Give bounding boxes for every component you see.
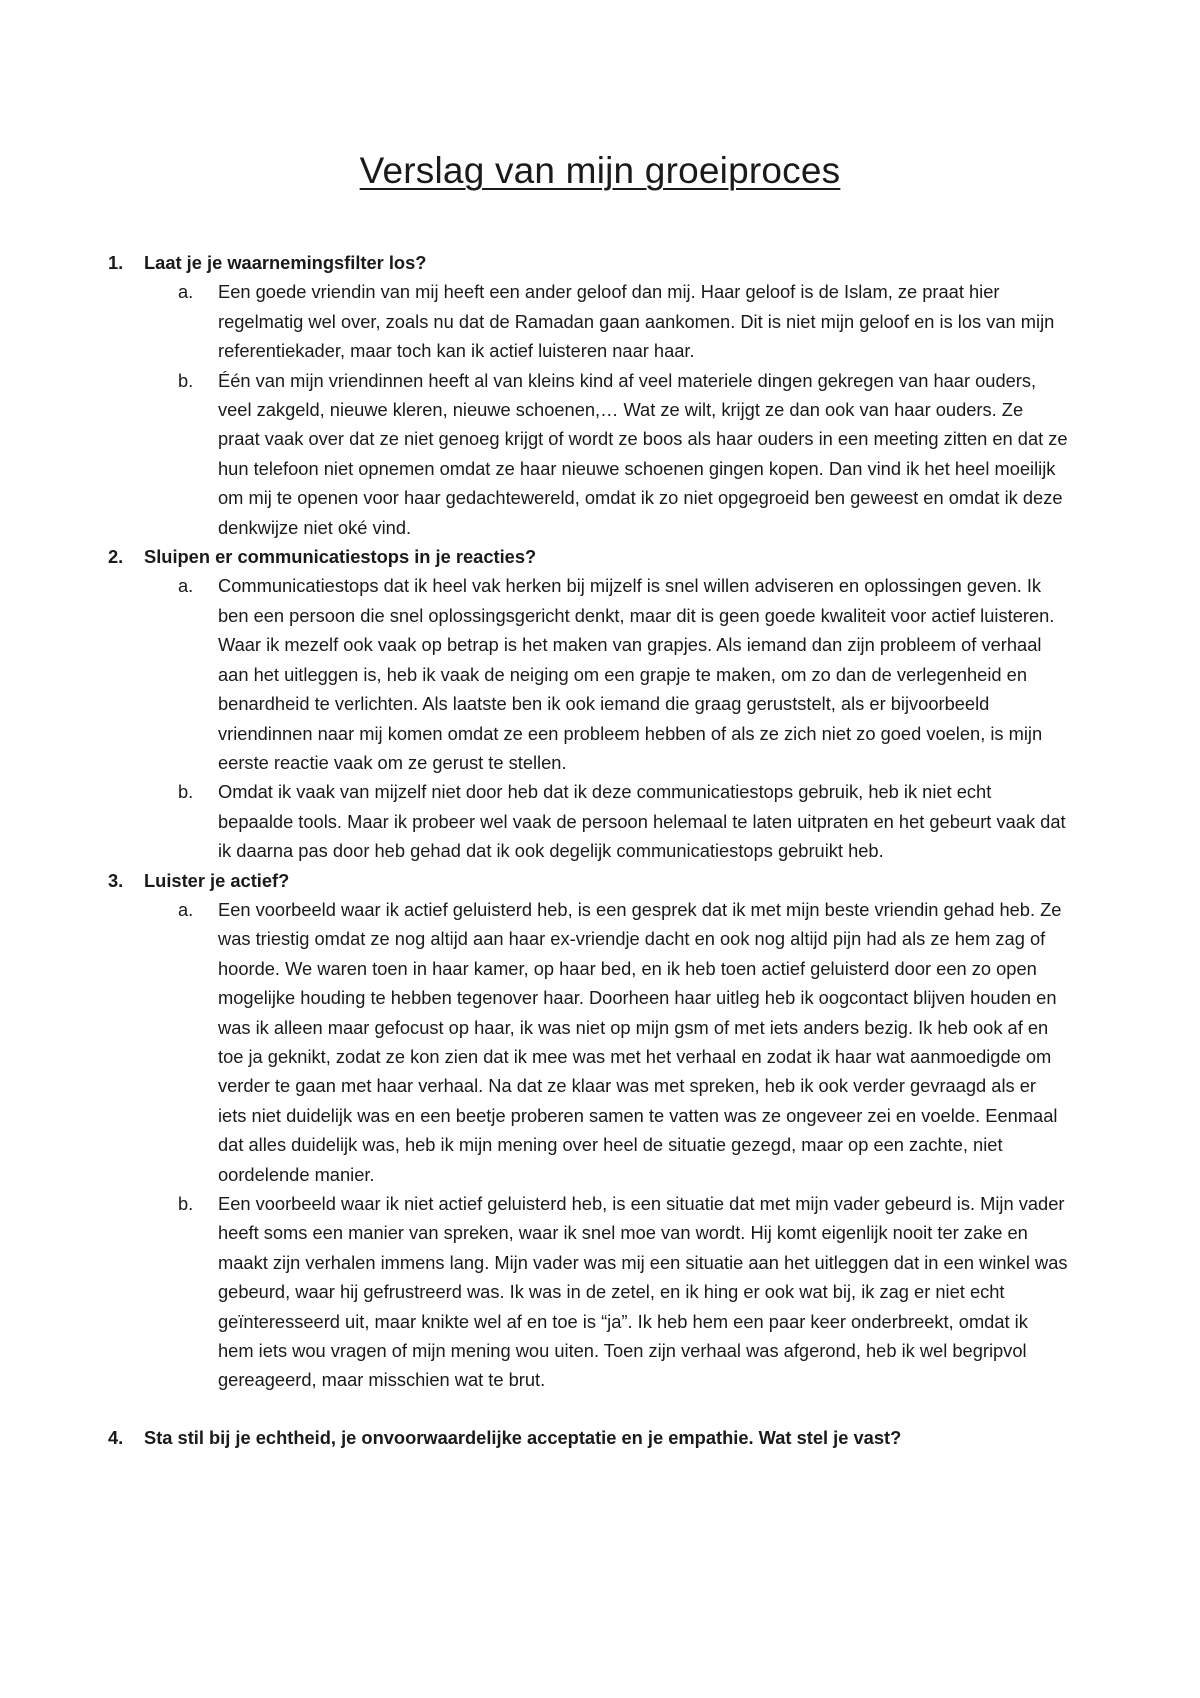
question-text: Sluipen er communicatiestops in je reacties?: [144, 546, 537, 568]
document-body: [108, 248, 1068, 1452]
answer-letter: a.: [178, 898, 194, 920]
question-4: [108, 1423, 1068, 1452]
answer-text: Een goede vriendin van mij heeft een ander geloof dan mij. Haar geloof is de Islam, ze praat hier regelmatig wel over, zoals nu dat de Ramadan gaan aankomen. Dit is niet mijn geloof en is los van mijn referentiekader, maar toch kan ik actief luisteren naar haar.: [218, 281, 1055, 362]
question-number: 3.: [108, 869, 124, 891]
document-title: Verslag van mijn groeiproces: [359, 150, 841, 191]
answer-3b: [108, 1189, 1068, 1395]
answer-2a: [108, 571, 1068, 777]
question-number: 4.: [108, 1426, 124, 1448]
question-2: [108, 542, 1068, 571]
answer-letter: a.: [178, 281, 194, 303]
answer-text: Communicatiestops dat ik heel vak herken bij mijzelf is snel willen adviseren en oplossingen geven. Ik ben een persoon die snel oplossingsgericht denkt, maar dit is geen goede kwaliteit voor actief luisteren. Waar ik mezelf ook vaak op betrap is het maken van grapjes. Als iemand dan zijn probleem of verhaal aan het uitleggen is, heb ik vaak de neiging om een grapje te maken, om zo dan de verlegenheid en benardheid te verlichten. Als laatste ben ik ook iemand die graag geruststelt, als er bijvoorbeeld vriendinnen naar mij komen omdat ze een probleem hebben of als ze zich niet zo goed voelen, is mijn eerste reactie vaak om ze gerust te stellen.: [218, 575, 1055, 773]
answer-text: Één van mijn vriendinnen heeft al van kleins kind af veel materiele dingen gekregen van haar ouders, veel zakgeld, nieuwe kleren, nieuwe schoenen,… Wat ze wilt, krijgt ze dan ook van haar ouders. Ze praat vaak over dat ze niet genoeg krijgt of wordt ze boos als haar ouders in een meeting zitten en dat ze hun telefoon niet opnemen omdat ze haar nieuwe schoenen gingen kopen. Dan vind ik het heel moeilijk om mij te openen voor haar gedachtewereld, omdat ik zo niet opgegroeid ben geweest en omdat ik deze denkwijze niet oké vind.: [218, 369, 1068, 538]
answer-letter: b.: [178, 369, 194, 391]
question-number: 2.: [108, 546, 124, 568]
question-3: [108, 866, 1068, 895]
answer-text: Een voorbeeld waar ik niet actief geluisterd heb, is een situatie dat met mijn vader gebeurd is. Mijn vader heeft soms een manier van spreken, waar ik snel moe van wordt. Hij komt eigenlijk nooit ter zake en maakt zijn verhalen immens lang. Mijn vader was mij een situatie aan het uitleggen dat in een winkel was gebeurd, waar hij gefrustreerd was. Ik was in de zetel, en ik hing er ook wat bij, ik zag er niet echt geïnteresseerd uit, maar knikte wel af en toe is “ja”. Ik heb hem een paar keer onderbreekt, omdat ik hem iets wou vragen of mijn mening wou uiten. Toen zijn verhaal was afgerond, heb ik wel begripvol gereageerd, maar misschien wat te brut.: [218, 1193, 1068, 1391]
question-text: Luister je actief?: [144, 869, 290, 891]
answer-3a: [108, 895, 1068, 1189]
answer-letter: b.: [178, 781, 194, 803]
answer-2b: [108, 777, 1068, 865]
answer-1a: [108, 277, 1068, 365]
question-text: Laat je je waarnemingsfilter los?: [144, 252, 427, 273]
answer-text: Een voorbeeld waar ik actief geluisterd heb, is een gesprek dat ik met mijn beste vriendin gehad heb. Ze was triestig omdat ze nog altijd aan haar ex-vriendje dacht en ook nog altijd pijn had als ze hem zag of hoorde. We waren toen in haar kamer, op haar bed, en ik heb toen actief geluisterd door een zo open mogelijke houding te hebben tegenover haar. Doorheen haar uitleg heb ik oogcontact blijven houden en was ik alleen maar gefocust op haar, ik was niet op mijn gsm of met iets anders bezig. Ik heb ook af en toe ja geknikt, zodat ze kon zien dat ik mee was met het verhaal en zodat ik haar wat aanmoedigde om verder te gaan met haar verhaal. Na dat ze klaar was met spreken, heb ik ook verder gevraagd als er iets niet duidelijk was en een beetje proberen samen te vatten was ze ongeveer zei en voelde. Eenmaal dat alles duidelijk was, heb ik mijn mening over heel de situatie gezegd, maar op een zachte, niet oordelende manier.: [218, 898, 1062, 1185]
question-number: 1.: [108, 252, 124, 273]
answer-1b: [108, 366, 1068, 542]
question-1: [108, 248, 1068, 277]
answer-letter: b.: [178, 1193, 194, 1214]
question-text: Sta stil bij je echtheid, je onvoorwaardelijke acceptatie en je empathie. Wat stel je vast?: [144, 1426, 902, 1448]
answer-text: Omdat ik vaak van mijzelf niet door heb dat ik deze communicatiestops gebruik, heb ik niet echt bepaalde tools. Maar ik probeer wel vaak de persoon helemaal te laten uitpraten en het gebeurt vaak dat ik daarna pas door heb gehad dat ik ook degelijk communicatiestops gebruikt heb.: [218, 781, 1066, 862]
answer-letter: a.: [178, 575, 194, 597]
